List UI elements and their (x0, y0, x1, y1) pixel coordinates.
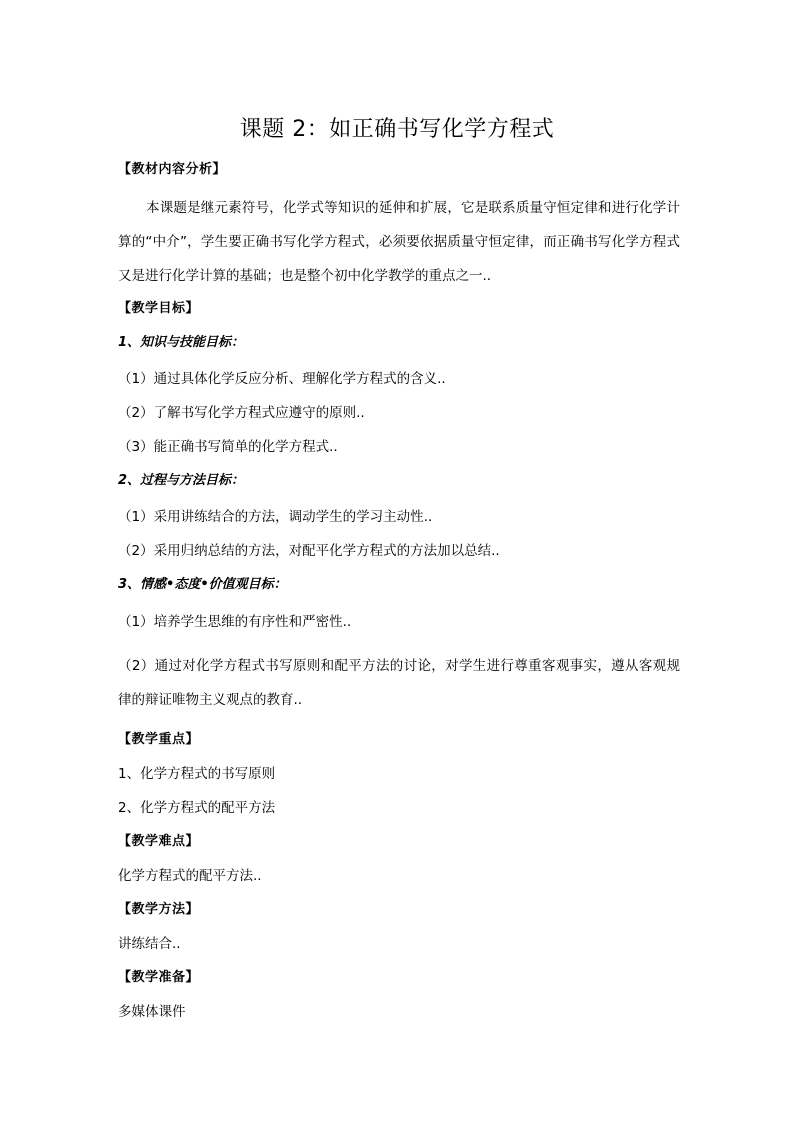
heading-method: 【教学方法】 (118, 902, 200, 917)
preparation-text: 多媒体课件 (118, 1004, 186, 1020)
document-title: 课题 2：如正确书写化学方程式 (239, 117, 555, 142)
process-item: （2）采用归纳总结的方法，对配平化学方程式的方法加以总结.. (118, 543, 500, 559)
heading-process-methods: 2、过程与方法目标： (118, 473, 245, 488)
key-point-item: 1、化学方程式的书写原则 (118, 766, 276, 782)
key-point-item: 2、化学方程式的配平方法 (118, 800, 276, 816)
content-analysis-paragraph: 本课题是继元素符号，化学式等知识的延伸和扩展，它是联系质量守恒定律和进行化学计算的“中介”，学生要正确书写化学方程式，必须要依据质量守恒定律，而正确书写化学方程式又是进行化学计算的基础；也是整个初中化学教学的重点之一.. (118, 200, 680, 284)
heading-preparation: 【教学准备】 (118, 970, 200, 985)
emotion-item: （2）通过对化学方程式书写原则和配平方法的讨论，对学生进行尊重客观事实，遵从客观规律的辩证唯物主义观点的教育.. (118, 658, 680, 708)
heading-knowledge-skills: 1、知识与技能目标： (118, 335, 245, 350)
emotion-item: （1）培养学生思维的有序性和严密性.. (118, 614, 352, 630)
difficulty-text: 化学方程式的配平方法.. (118, 868, 262, 884)
method-text: 讲练结合.. (118, 936, 181, 952)
heading-key-points: 【教学重点】 (118, 732, 200, 747)
knowledge-item: （1）通过具体化学反应分析、理解化学方程式的含义.. (118, 371, 446, 387)
knowledge-item: （3）能正确书写简单的化学方程式.. (118, 439, 338, 455)
heading-content-analysis: 【教材内容分析】 (118, 162, 227, 177)
heading-emotion-values: 3、情感•态度•价值观目标： (118, 577, 287, 592)
heading-difficulty: 【教学难点】 (118, 834, 200, 849)
process-item: （1）采用讲练结合的方法，调动学生的学习主动性.. (118, 509, 433, 525)
heading-objectives: 【教学目标】 (118, 301, 200, 316)
knowledge-item: （2）了解书写化学方程式应遵守的原则.. (118, 405, 365, 421)
